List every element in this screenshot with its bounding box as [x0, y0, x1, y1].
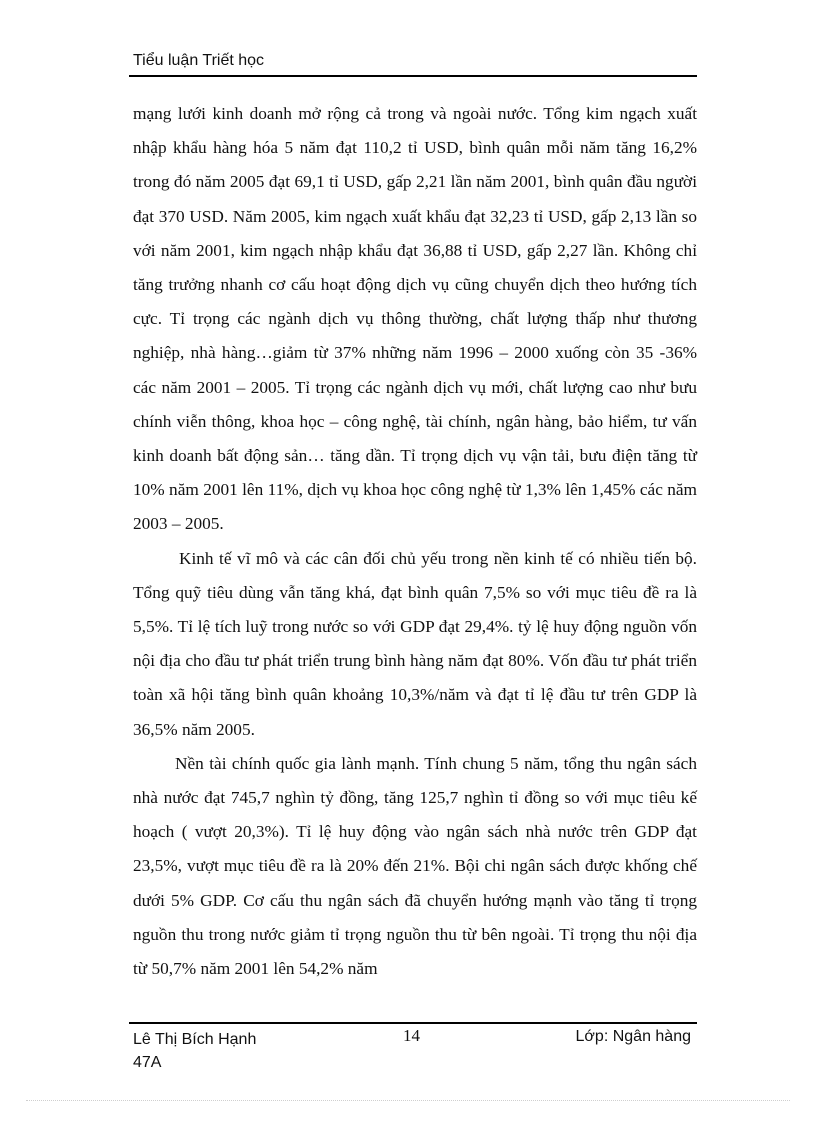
author-name-line: Lê Thị Bích Hạnh	[133, 1031, 257, 1048]
page-number: 14	[403, 1026, 420, 1045]
header-divider	[129, 75, 697, 77]
paragraph-trade: mạng lưới kinh doanh mở rộng cả trong và ngoài nước. Tổng kim ngạch xuất nhập khẩu hàng hóa 5 năm đạt 110,2 tỉ USD, bình quân mỗi năm tăng 16,2% trong đó năm 2005 đạt 69,1 tỉ USD, gấp 2,21 lần năm 2001, bình quân đầu người đạt 370 USD. Năm 2005, kim ngạch xuất khẩu đạt 32,23 tỉ USD, gấp 2,13 lần so với năm 2001, kim ngạch nhập khẩu đạt 36,88 tỉ USD, gấp 2,27 lần. Không chỉ tăng trưởng nhanh cơ cấu hoạt động dịch vụ cũng chuyển dịch theo hướng tích cực. Tỉ trọng các ngành dịch vụ thông thường, chất lượng thấp như thương nghiệp, nhà hàng…giảm từ 37% những năm 1996 – 2000 xuống còn 35 -36% các năm 2001 – 2005. Tỉ trọng các ngành dịch vụ mới, chất lượng cao như bưu chính viễn thông, khoa học – công nghệ, tài chính, ngân hàng, bảo hiểm, tư vấn kinh doanh bất động sản… tăng dần. Tỉ trọng dịch vụ vận tải, bưu điện tăng từ 10% năm 2001 lên 11%, dịch vụ khoa học công nghệ từ 1,3% lên 1,45% các năm 2003 – 2005.	[133, 104, 697, 534]
author-class-code: 47A	[133, 1054, 162, 1071]
footer-divider	[129, 1022, 697, 1024]
author-name	[133, 1028, 256, 1074]
page-edge-divider	[26, 1100, 790, 1101]
document-title: Tiểu luận Triết học	[133, 52, 265, 69]
document-body	[133, 97, 697, 986]
paragraph-public-finance: Nền tài chính quốc gia lành mạnh. Tính chung 5 năm, tổng thu ngân sách nhà nước đạt 745,7 nghìn tỷ đồng, tăng 125,7 nghìn tỉ đồng so với mục tiêu kế hoạch ( vượt 20,3%). Tỉ lệ huy động vào ngân sách nhà nước trên GDP đạt 23,5%, vượt mục tiêu đề ra là 20% đến 21%. Bội chi ngân sách được khống chế dưới 5% GDP. Cơ cấu thu ngân sách đã chuyển hướng mạnh vào tăng tỉ trọng nguồn thu trong nước giảm tỉ trọng nguồn thu từ bên ngoài. Tỉ trọng thu nội địa từ 50,7% năm 2001 lên 54,2% năm	[133, 753, 697, 979]
paragraph-macro-economy: Kinh tế vĩ mô và các cân đối chủ yếu trong nền kinh tế có nhiều tiến bộ. Tổng quỹ tiêu dùng vẫn tăng khá, đạt bình quân 7,5% so với mục tiêu đề ra là 5,5%. Tỉ lệ tích luỹ trong nước so với GDP đạt 29,4%. tỷ lệ huy động nguồn vốn nội địa cho đầu tư phát triển trung bình hàng năm đạt 80%. Vốn đầu tư phát triển toàn xã hội tăng bình quân khoảng 10,3%/năm và đạt tỉ lệ đầu tư trên GDP là 36,5% năm 2005.	[133, 548, 697, 739]
class-label: Lớp: Ngân hàng	[575, 1028, 691, 1045]
